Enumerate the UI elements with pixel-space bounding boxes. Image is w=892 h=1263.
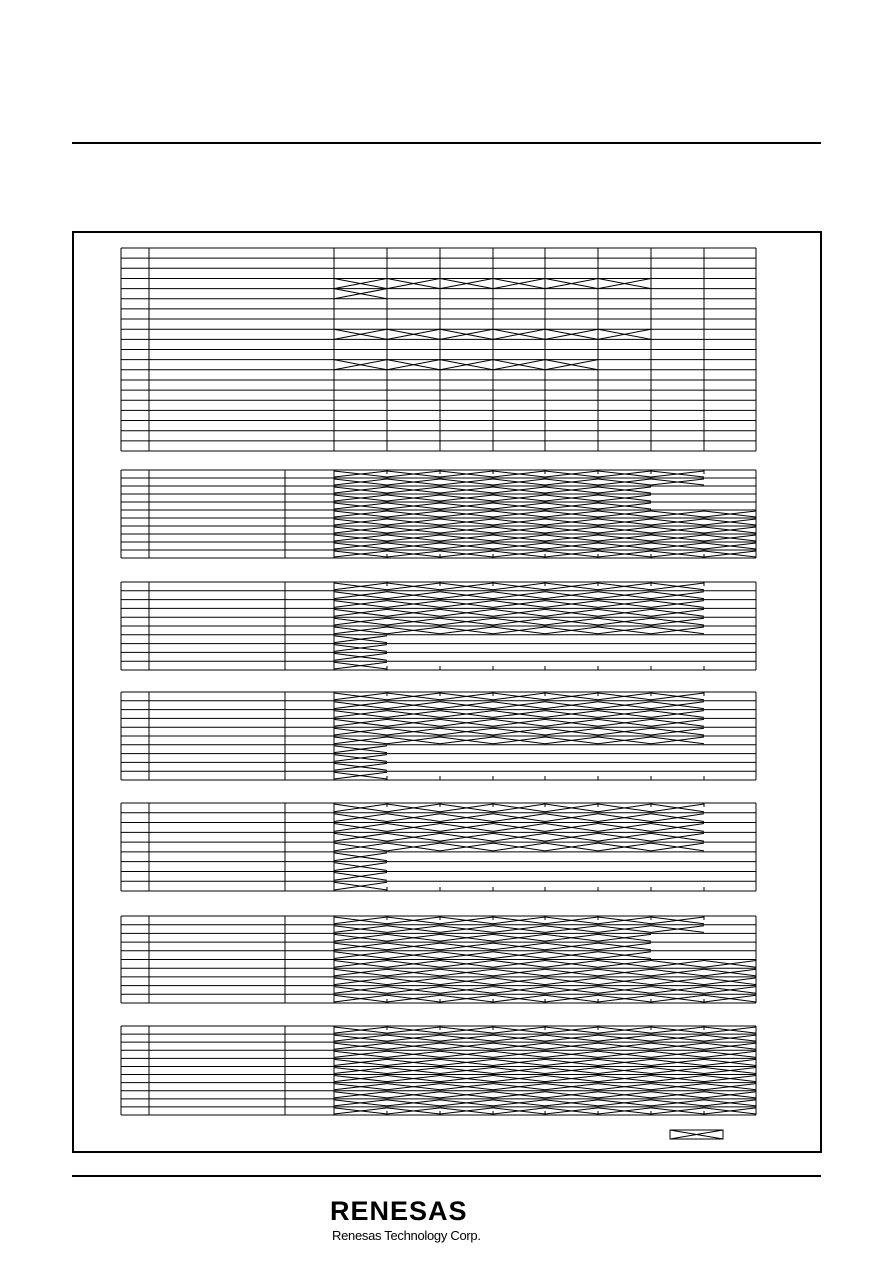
top-rule <box>72 142 821 144</box>
renesas-logo <box>330 1196 530 1256</box>
logo-wordmark: RENESAS <box>330 1196 468 1226</box>
register-map-frame <box>72 231 822 1153</box>
bottom-rule <box>72 1175 821 1177</box>
company-name: Renesas Technology Corp. <box>332 1228 481 1243</box>
register-bit-table <box>74 233 820 1151</box>
